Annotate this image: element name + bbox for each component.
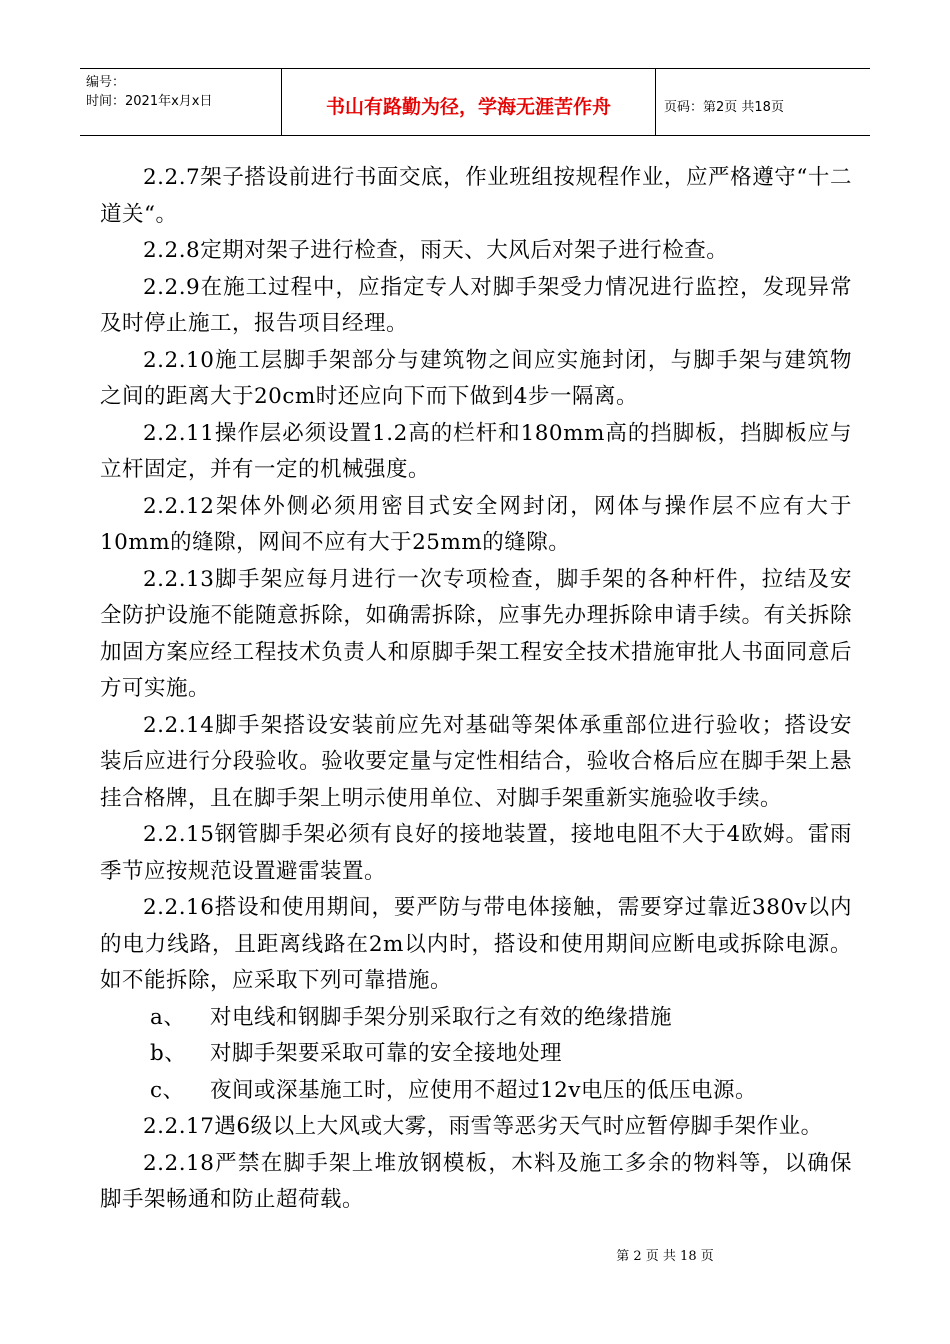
paragraph-2-2-16: 2.2.16搭设和使用期间，要严防与带电体接触，需要穿过靠近380v以内的电力线路，且距离线路在2m以内时，搭设和使用期间应断电或拆除电源。如不能拆除，应采取下列可靠措施。	[100, 895, 852, 993]
document-time: 时间：2021年x月x日	[86, 94, 213, 109]
paragraph-2-2-12: 2.2.12架体外侧必须用密目式安全网封闭，网体与操作层不应有大于10mm的缝隙，网间不应有大于25mm的缝隙。	[100, 493, 852, 555]
list-text: 对电线和钢脚手架分别采取行之有效的绝缘措施	[210, 1004, 673, 1030]
paragraph-2-2-17: 2.2.17遇6级以上大风或大雾，雨雪等恶劣天气时应暂停脚手架作业。	[143, 1114, 823, 1139]
list-text: 对脚手架要采取可靠的安全接地处理	[210, 1041, 563, 1066]
list-item-c	[100, 1073, 852, 1110]
paragraph-2-2-8: 2.2.8定期对架子进行检查，雨天、大风后对架子进行检查。	[143, 238, 729, 263]
paragraph-2-2-13: 2.2.13脚手架应每月进行一次专项检查，脚手架的各种杆件，拉结及安全防护设施不能随意拆除，如确需拆除，应事先办理拆除申请手续。有关拆除加固方案应经工程技术负责人和原脚手架工程安全技术措施审批人书面同意后方可实施。	[100, 566, 852, 701]
header-page-info: 页码：第2页 共18页	[664, 99, 784, 115]
header-motto: 书山有路勤为径，学海无涯苦作舟	[282, 69, 656, 135]
header-meta	[80, 69, 282, 135]
document-number-label: 编号：	[86, 75, 126, 90]
paragraph-2-2-7: 2.2.7架子搭设前进行书面交底，作业班组按规程作业，应严格遵守“十二道关“。	[100, 165, 852, 227]
paragraph-2-2-11: 2.2.11操作层必须设置1.2高的栏杆和180mm高的挡脚板，挡脚板应与立杆固定，并有一定的机械强度。	[100, 420, 852, 482]
list-marker: c、	[150, 1077, 185, 1103]
paragraph-2-2-9: 2.2.9在施工过程中，应指定专人对脚手架受力情况进行监控，发现异常及时停止施工，报告项目经理。	[100, 274, 852, 336]
list-item-a	[100, 1000, 852, 1037]
list-marker: a、	[150, 1004, 186, 1030]
page-header	[80, 68, 870, 136]
page-footer: 第 2 页 共 18 页	[616, 1249, 714, 1264]
paragraph-2-2-18: 2.2.18严禁在脚手架上堆放钢模板，木料及施工多余的物料等，以确保脚手架畅通和防止超荷载。	[100, 1150, 852, 1212]
document-body	[100, 160, 852, 1219]
paragraph-2-2-14: 2.2.14脚手架搭设安装前应先对基础等架体承重部位进行验收；搭设安装后应进行分段验收。验收要定量与定性相结合，验收合格后应在脚手架上悬挂合格牌，且在脚手架上明示使用单位、对脚手架重新实施验收手续。	[100, 712, 852, 811]
list-text: 夜间或深基施工时，应使用不超过12v电压的低压电源。	[210, 1077, 758, 1103]
paragraph-2-2-15: 2.2.15钢管脚手架必须有良好的接地装置，接地电阻不大于4欧姆。雷雨季节应按规范设置避雷装置。	[100, 822, 852, 884]
list-marker: b、	[150, 1041, 187, 1066]
list-item-b	[100, 1036, 852, 1073]
paragraph-2-2-10: 2.2.10施工层脚手架部分与建筑物之间应实施封闭，与脚手架与建筑物之间的距离大于20cm时还应向下而下做到4步一隔离。	[100, 347, 852, 409]
